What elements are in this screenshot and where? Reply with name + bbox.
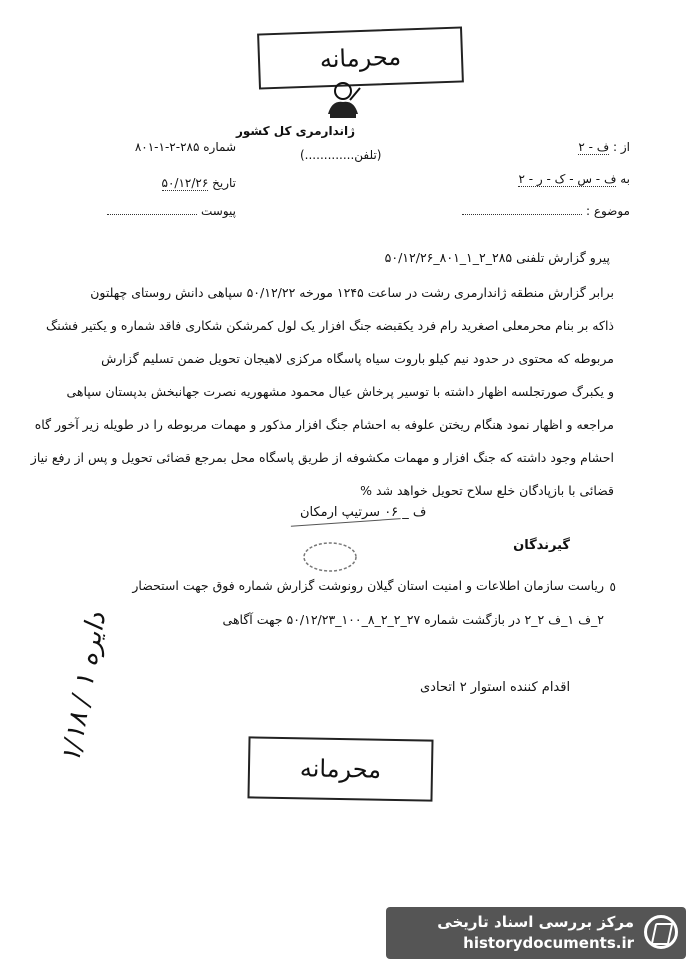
watermark-banner xyxy=(386,907,686,959)
date-row xyxy=(96,176,236,191)
from-row: از : ف - ۲ xyxy=(578,140,630,154)
to-label: به xyxy=(620,172,630,186)
confidential-stamp-bottom: محرمانه xyxy=(247,736,433,801)
watermark-title: مرکز بررسی اسناد تاریخی xyxy=(437,913,634,931)
recipient-1-marker: ٥ xyxy=(609,580,616,594)
date-label: تاریخ xyxy=(212,176,236,190)
from-value: ف - ۲ xyxy=(578,140,610,154)
confidential-stamp-top: محرمانه xyxy=(257,26,464,89)
action-officer-line: اقدام کننده استوار ۲ اتحادی xyxy=(420,680,571,695)
subject-label: موضوع xyxy=(593,204,630,218)
phone-label: (تلفن.............) xyxy=(300,148,382,162)
body-line-1: برابر گزارش منطقه ژاندارمری رشت در ساعت ۱۲۴۵ مورخه ۵۰/۱۲/۲۲ سپاهی دانش روستای چهلتون xyxy=(90,285,614,300)
archive-logo-icon xyxy=(644,915,678,949)
number-label: شماره xyxy=(203,140,236,154)
lion-and-sun-emblem-icon xyxy=(320,80,366,122)
recipient-1: ریاست سازمان اطلاعات و امنیت استان گیلان رونوشت گزارش شماره فوق جهت استحضار xyxy=(132,578,604,593)
number-row xyxy=(96,140,236,154)
number-value: ۲۸۵-۲-۱-۸۰۱ xyxy=(134,140,200,154)
reference-line: پیرو گزارش تلفنی ۲۸۵_۲_۱_۸۰۱_۵۰/۱۲/۲۶ xyxy=(384,250,610,265)
signature-scribble xyxy=(289,496,400,527)
org-header: ژاندارمری کل کشور xyxy=(236,124,356,138)
from-label: از xyxy=(620,140,630,154)
body-line-6: احشام وجود داشته که جنگ افزار و مهمات مکشوفه از طریق پاسگاه محل بمرجع قضائی تحویل و پس از رفع نیاز xyxy=(30,450,614,465)
body-line-3: مربوطه که محتوی در حدود نیم کیلو باروت سیاه پاسگاه مرکزی لاهیجان تحویل ضمن تسلیم گزارش xyxy=(101,351,614,366)
round-seal-icon xyxy=(300,540,360,574)
body-line-5: مراجعه و اظهار نمود هنگام ریختن علوفه به احشام جنگ افزار مذکور و مهمات مربوطه را در طویله زیر آخور گاه xyxy=(34,417,614,432)
body-line-4: و یکبرگ صورتجلسه اظهار داشته با توسیر پرخاش عیال محمود مشهوریه نصرت جهانبخش بدپستان سپاهی xyxy=(66,384,614,399)
signature-block: ف _ ۰۶ سرتیپ ارمکان xyxy=(300,505,427,520)
watermark-url: historydocuments.ir xyxy=(463,934,634,952)
to-row xyxy=(430,172,630,187)
recipient-2: ۲_ف ۱_ف ۲_۲ در بازگشت شماره ۲۷_۲_۲_۸_۱۰۰_۵۰/۱۲/۲۳ جهت آگاهی xyxy=(222,612,604,627)
attachment-row xyxy=(96,204,236,218)
handwritten-note: دایره ۱ / ۱/۱۸ xyxy=(56,610,112,766)
body-line-2: ذاکه بر بنام محرمعلی اصغرید رام فرد یکقبضه جنگ افزار یک لول کمرشکن شکاری فاقد شماره و یکتیر فشنگ xyxy=(46,318,614,333)
subject-row: موضوع : xyxy=(430,204,630,218)
recipients-title: گیرندگان xyxy=(513,538,570,553)
date-value: ۵۰/۱۲/۲۶ xyxy=(161,176,209,190)
attachment-label: پیوست xyxy=(201,204,236,218)
to-value: ف - س - ک - ر - ۲ xyxy=(518,172,617,186)
body-line-7: قضائی با بازپادگان خلع سلاح تحویل خواهد شد % xyxy=(360,483,614,498)
